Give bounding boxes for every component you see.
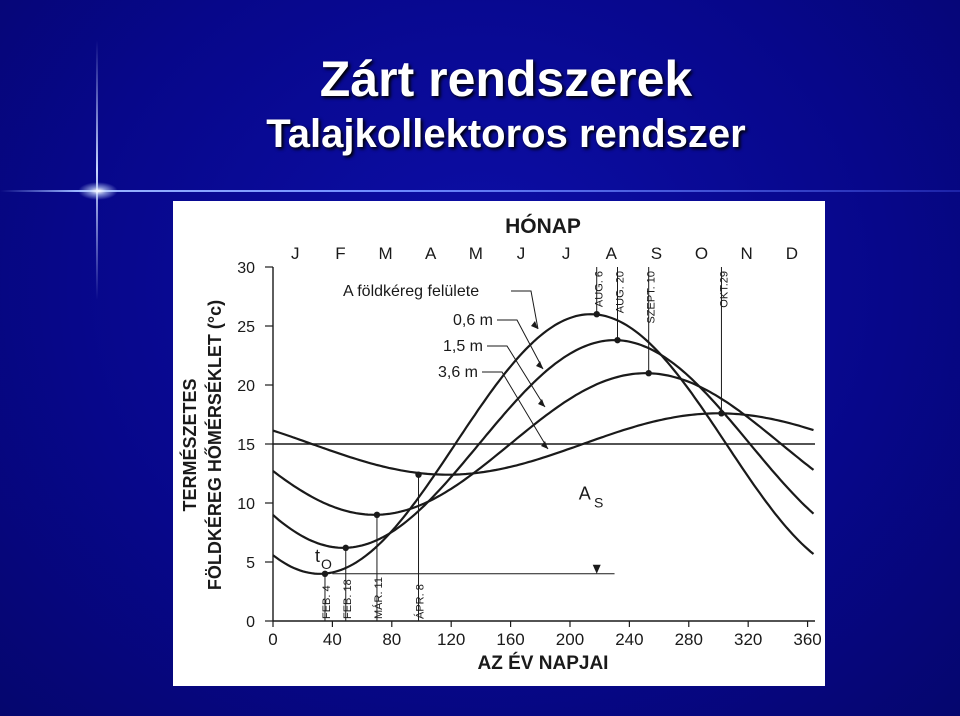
max-point bbox=[594, 311, 600, 317]
series-leader-arrow bbox=[538, 399, 545, 407]
min-point bbox=[415, 471, 421, 477]
marker-label: ÁPR. 8 bbox=[414, 584, 427, 619]
marker-label: OKT.29 bbox=[718, 271, 731, 308]
series-label: 1,5 m bbox=[442, 338, 483, 355]
y-tick-label: 5 bbox=[246, 555, 255, 572]
marker-label: AUG. 6 bbox=[593, 271, 606, 308]
y-tick-label: 0 bbox=[246, 614, 255, 631]
amplitude-subscript: S bbox=[594, 494, 604, 511]
y-tick-label: 30 bbox=[237, 260, 255, 277]
month-label: S bbox=[650, 244, 663, 263]
x-tick-label: 120 bbox=[437, 630, 466, 649]
y-axis-title-line2: FÖLDKÉREG HŐMÉRSÉKLET (°c) bbox=[205, 299, 225, 591]
max-point bbox=[614, 337, 620, 343]
y-tick-label: 10 bbox=[237, 496, 255, 513]
x-tick-label: 360 bbox=[793, 630, 822, 649]
marker-label: AUG. 20 bbox=[614, 271, 627, 314]
decorative-vertical-line bbox=[96, 40, 98, 300]
x-tick-label: 280 bbox=[674, 630, 703, 649]
series-leader-line bbox=[487, 346, 545, 407]
x-tick-label: 240 bbox=[615, 630, 644, 649]
y-tick-label: 15 bbox=[237, 437, 255, 454]
marker-label: FEB. 18 bbox=[341, 579, 354, 619]
chart-title: HÓNAP bbox=[505, 215, 581, 238]
x-tick-label: 200 bbox=[555, 630, 585, 649]
month-label: M bbox=[468, 244, 483, 263]
title-area bbox=[0, 0, 960, 192]
month-label: N bbox=[740, 244, 753, 263]
month-label: J bbox=[561, 244, 571, 263]
series-leader-arrow bbox=[541, 441, 548, 449]
x-axis-title: AZ ÉV NAPJAI bbox=[477, 653, 609, 674]
month-label: O bbox=[694, 244, 709, 263]
chart-panel bbox=[173, 201, 825, 686]
slide-subtitle: Talajkollektoros rendszer bbox=[266, 112, 746, 156]
ground-temperature-chart bbox=[173, 201, 825, 686]
x-tick-label: 160 bbox=[496, 630, 525, 649]
x-tick-label: 320 bbox=[733, 630, 763, 649]
marker-label: FEB. 4 bbox=[320, 585, 333, 619]
y-tick-label: 20 bbox=[237, 378, 255, 395]
series-leader-arrow bbox=[536, 361, 543, 369]
marker-label: MÁR. 11 bbox=[372, 577, 385, 619]
decorative-sparkle bbox=[78, 182, 118, 200]
decorative-horizontal-line bbox=[0, 190, 960, 192]
y-tick-label: 25 bbox=[237, 319, 255, 336]
marker-label: SZEPT. 10 bbox=[645, 271, 658, 324]
month-label: A bbox=[605, 244, 617, 263]
month-label: D bbox=[785, 244, 798, 263]
month-label: J bbox=[516, 244, 526, 263]
series-label: 0,6 m bbox=[452, 312, 493, 329]
month-label: M bbox=[378, 244, 393, 263]
series-leader-line bbox=[482, 372, 548, 449]
slide-title: Zárt rendszerek bbox=[319, 51, 693, 107]
max-point bbox=[645, 370, 651, 376]
amplitude-label: A bbox=[578, 483, 591, 504]
min-subscript: O bbox=[321, 556, 332, 573]
x-tick-label: 0 bbox=[268, 630, 278, 649]
series-label: 3,6 m bbox=[437, 364, 478, 381]
y-axis-title-line1: TERMÉSZETES bbox=[180, 378, 200, 512]
max-point bbox=[718, 410, 724, 416]
x-tick-label: 80 bbox=[382, 630, 402, 649]
min-point bbox=[374, 512, 380, 518]
min-label: t bbox=[315, 546, 321, 566]
min-point bbox=[343, 545, 349, 551]
month-label: F bbox=[335, 244, 346, 263]
month-label: A bbox=[425, 244, 437, 263]
amplitude-arrow-head bbox=[593, 565, 601, 574]
month-label: J bbox=[291, 244, 300, 263]
x-tick-label: 40 bbox=[322, 630, 342, 649]
series-label: A földkéreg felülete bbox=[343, 283, 480, 300]
